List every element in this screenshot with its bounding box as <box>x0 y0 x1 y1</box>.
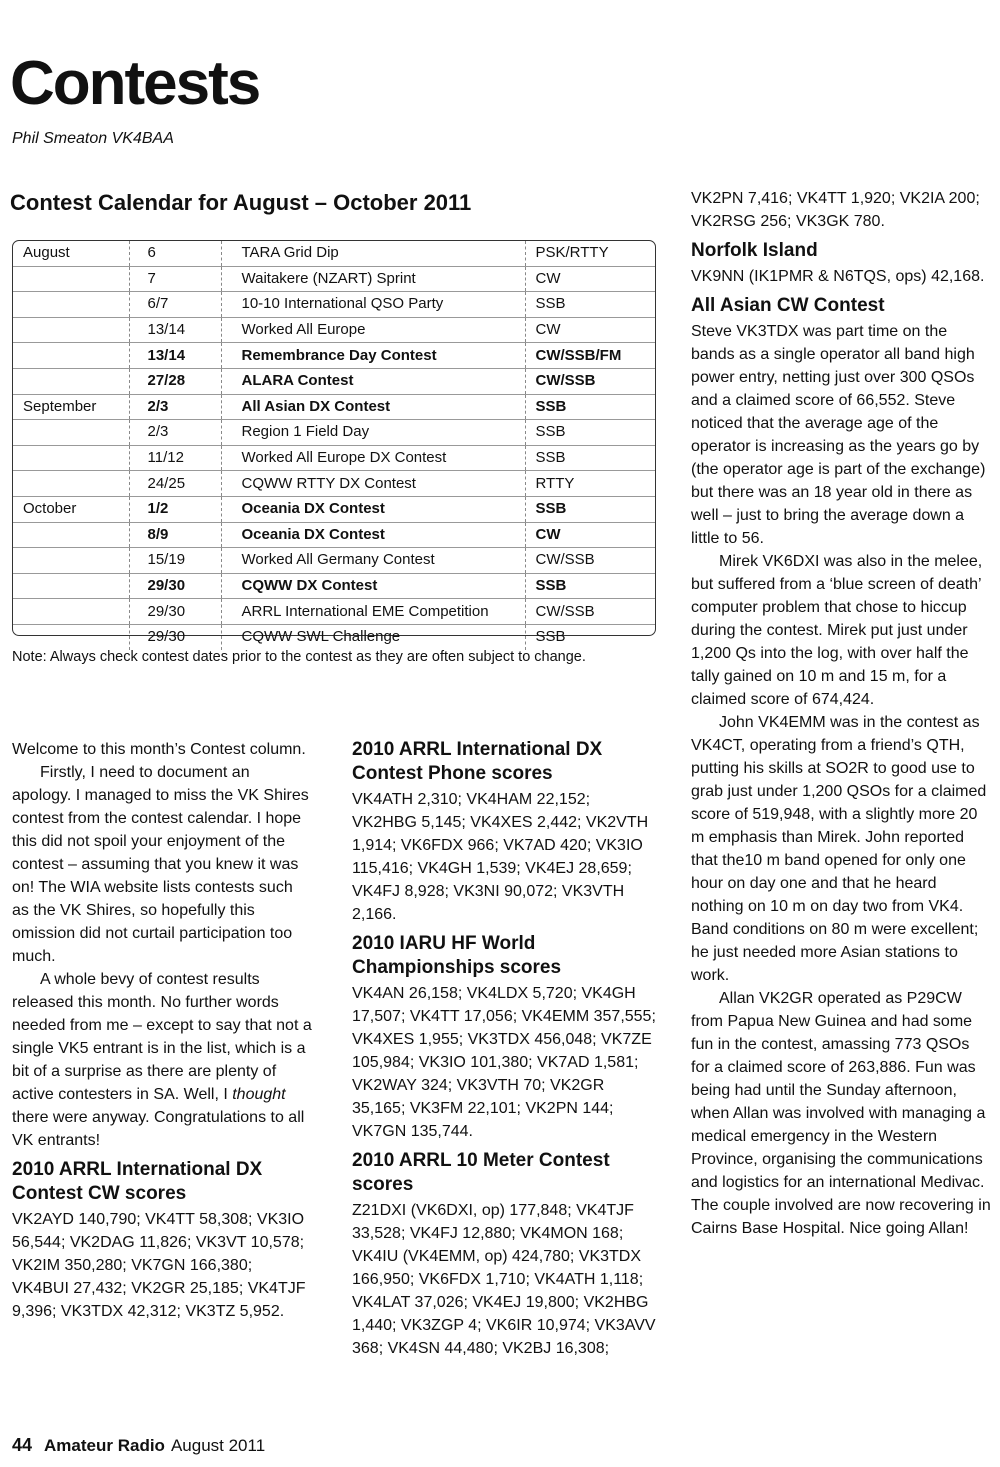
calendar-heading: Contest Calendar for August – October 2011 <box>10 190 472 215</box>
cw-scores-list: VK2AYD 140,790; VK4TT 58,308; VK3IO 56,544; VK2DAG 11,826; VK3VT 10,578; VK2IM 350,280; VK7GN 166,380; VK4BUI 27,432; VK2GR 25,185; VK4TJF 9,396; VK3TDX 42,312; VK3TZ 5,952. <box>12 1211 306 1320</box>
calendar-contest: TARA Grid Dip <box>221 241 525 266</box>
calendar-mode: RTTY <box>525 471 655 497</box>
calendar-contest: CQWW SWL Challenge <box>221 624 525 649</box>
cw-scores-heading: 2010 ARRL International DX Contest CW scores <box>12 1159 263 1204</box>
calendar-row <box>13 573 655 599</box>
calendar-date: 6 <box>129 241 221 266</box>
calendar-row <box>13 317 655 343</box>
asian-paragraph-allan: Allan VK2GR operated as P29CW from Papua New Guinea and had some fun in the contest, amassing 773 QSOs for a claimed score of 263,886. Fun was being had until the Sunday afternoon, when Allan was involved with managing a medical emergency in the Western Province, organising the communications and logistics for an international Medivac. The couple involved are now recovering in Cairns Base Hospital. Nice going Allan! <box>691 990 991 1237</box>
calendar-mode: SSB <box>525 624 655 649</box>
calendar-date: 13/14 <box>129 343 221 369</box>
contest-calendar-table <box>12 240 656 646</box>
ten-meter-scores-list: Z21DXI (VK6DXI, op) 177,848; VK4TJF 33,528; VK4FJ 12,880; VK4MON 168; VK4IU (VK4EMM, op) 424,780; VK3TDX 166,950; VK6FDX 1,710; VK4ATH 1,118; VK4LAT 37,026; VK4EJ 19,800; VK2HBG 1,440; VK3ZGP 4; VK6IR 10,974; VK3AVV 368; VK4SN 44,480; VK2BJ 16,308; <box>352 1202 656 1357</box>
calendar-mode: CW/SSB <box>525 599 655 625</box>
all-asian-heading: All Asian CW Contest <box>691 295 885 316</box>
iaru-scores-heading: 2010 IARU HF World Championships scores <box>352 933 562 978</box>
calendar-mode: SSB <box>525 420 655 446</box>
phone-scores-list: VK4ATH 2,310; VK4HAM 22,152; VK2HBG 5,145; VK4XES 2,442; VK2VTH 1,914; VK6FDX 966; VK7AD 420; VK3IO 115,416; VK4GH 1,539; VK4EJ 28,659; VK4FJ 8,928; VK3NI 90,072; VK3VTH 2,166. <box>352 791 649 923</box>
calendar-month <box>13 445 129 471</box>
emphasis-thought: thought <box>232 1086 286 1103</box>
calendar-month: September <box>13 394 129 420</box>
calendar-note: Note: Always check contest dates prior to the contest as they are often subject to change. <box>12 649 586 665</box>
author-byline: Phil Smeaton VK4BAA <box>12 130 174 147</box>
calendar-row <box>13 241 655 266</box>
calendar-month <box>13 317 129 343</box>
calendar-date: 1/2 <box>129 496 221 522</box>
issue-date: August 2011 <box>170 1436 266 1455</box>
calendar-contest: Worked All Europe DX Contest <box>221 445 525 471</box>
calendar-month <box>13 368 129 394</box>
norfolk-scores-list: VK9NN (IK1PMR & N6TQS, ops) 42,168. <box>691 268 985 285</box>
calendar-month <box>13 471 129 497</box>
calendar-month <box>13 599 129 625</box>
calendar-mode: CW/SSB/FM <box>525 343 655 369</box>
magazine-name: Amateur Radio <box>44 1436 165 1455</box>
calendar-date: 27/28 <box>129 368 221 394</box>
iaru-scores-list: VK4AN 26,158; VK4LDX 5,720; VK4GH 17,507; VK4TT 17,056; VK4EMM 357,555; VK4XES 1,955; VK3TDX 456,048; VK7ZE 105,984; VK3IO 101,380; VK7AD 1,581; VK2WAY 324; VK3VTH 70; VK2GR 35,165; VK3FM 22,101; VK2PN 144; VK7GN 135,744. <box>352 985 656 1140</box>
calendar-date: 29/30 <box>129 573 221 599</box>
calendar-contest: CQWW RTTY DX Contest <box>221 471 525 497</box>
calendar-contest: Oceania DX Contest <box>221 496 525 522</box>
asian-paragraph-john: John VK4EMM was in the contest as VK4CT, operating from a friend’s QTH, putting his skills at SO2R to good use to grab just under 1,200 QSOs for a claimed score of 519,948, with a slightly more 20 m emphasis than Mirek. John reported that the10 m band opened for only one hour on day one and that he heard nothing on 10 m on day two from VK4. Band conditions on 80 m were excellent; he just needed more Asian stations to work. <box>691 714 987 984</box>
calendar-row <box>13 368 655 394</box>
calendar-mode: SSB <box>525 292 655 318</box>
intro-paragraph: Welcome to this month’s Contest column. <box>12 741 306 758</box>
calendar-month <box>13 573 129 599</box>
norfolk-heading: Norfolk Island <box>691 240 818 261</box>
calendar-mode: PSK/RTTY <box>525 241 655 266</box>
calendar-contest: Oceania DX Contest <box>221 522 525 548</box>
calendar-month <box>13 292 129 318</box>
results-paragraph: A whole bevy of contest results released this month. No further words needed from me – except to say that not a single VK5 entrant is in the list, which is a bit of a surprise as there are plenty of active contesters in SA. Well, I thought there were anyway. Congratulations to all VK entrants! <box>12 971 312 1149</box>
calendar-mode: CW <box>525 317 655 343</box>
calendar-date: 15/19 <box>129 548 221 574</box>
continued-scores-list: VK2PN 7,416; VK4TT 1,920; VK2IA 200; VK2RSG 256; VK3GK 780. <box>691 190 980 230</box>
calendar-mode: CW/SSB <box>525 368 655 394</box>
column-left <box>12 738 312 1323</box>
calendar-month <box>13 266 129 292</box>
column-middle <box>352 738 658 1360</box>
calendar-month: August <box>13 241 129 266</box>
calendar-contest: ARRL International EME Competition <box>221 599 525 625</box>
calendar-mode: SSB <box>525 496 655 522</box>
calendar-contest: Waitakere (NZART) Sprint <box>221 266 525 292</box>
column-right <box>691 187 991 1240</box>
page-footer <box>12 1435 265 1456</box>
calendar-contest: CQWW DX Contest <box>221 573 525 599</box>
calendar-contest: Worked All Germany Contest <box>221 548 525 574</box>
calendar-month <box>13 343 129 369</box>
calendar-date: 7 <box>129 266 221 292</box>
calendar-mode: CW <box>525 266 655 292</box>
calendar-row <box>13 599 655 625</box>
calendar-month <box>13 420 129 446</box>
asian-paragraph-mirek: Mirek VK6DXI was also in the melee, but suffered from a ‘blue screen of death’ computer problem that chose to hiccup during the contest. Mirek put just under 1,200 Qs into the log, with over half the tally gained on 10 m and 15 m, for a claimed score of 674,424. <box>691 553 983 708</box>
calendar-row <box>13 624 655 649</box>
calendar-date: 8/9 <box>129 522 221 548</box>
calendar-row <box>13 445 655 471</box>
calendar-date: 13/14 <box>129 317 221 343</box>
calendar-contest: Worked All Europe <box>221 317 525 343</box>
calendar-contest: Remembrance Day Contest <box>221 343 525 369</box>
page-number: 44 <box>12 1435 33 1455</box>
calendar-date: 11/12 <box>129 445 221 471</box>
calendar-contest: Region 1 Field Day <box>221 420 525 446</box>
calendar-contest: 10-10 International QSO Party <box>221 292 525 318</box>
calendar-month <box>13 548 129 574</box>
calendar-row <box>13 420 655 446</box>
calendar-month: October <box>13 496 129 522</box>
phone-scores-heading: 2010 ARRL International DX Contest Phone scores <box>352 739 603 784</box>
calendar-row <box>13 292 655 318</box>
calendar-row <box>13 471 655 497</box>
calendar-mode: SSB <box>525 394 655 420</box>
calendar-month <box>13 624 129 649</box>
calendar-date: 29/30 <box>129 599 221 625</box>
calendar-date: 29/30 <box>129 624 221 649</box>
calendar-row <box>13 522 655 548</box>
asian-paragraph-steve: Steve VK3TDX was part time on the bands as a single operator all band high power entry, netting just over 300 QSOs and a claimed score of 66,552. Steve noticed that the average age of the operator is increasing as the years go by (the operator age is part of the exchange) but there was an 18 year old in there as well – just to bring the average down a little to 56. <box>691 323 986 547</box>
calendar-mode: CW/SSB <box>525 548 655 574</box>
calendar-date: 2/3 <box>129 420 221 446</box>
calendar-row <box>13 394 655 420</box>
ten-meter-scores-heading: 2010 ARRL 10 Meter Contest scores <box>352 1150 610 1195</box>
calendar-date: 2/3 <box>129 394 221 420</box>
calendar-row <box>13 343 655 369</box>
calendar-date: 24/25 <box>129 471 221 497</box>
calendar-row <box>13 548 655 574</box>
apology-paragraph: Firstly, I need to document an apology. I managed to miss the VK Shires contest from the contest calendar. I hope this did not spoil your enjoyment of the contest – assuming that you knew it was on! The WIA website lists contests such as the VK Shires, so hopefully this omission did not curtail participation too much. <box>12 764 309 965</box>
calendar-contest: ALARA Contest <box>221 368 525 394</box>
calendar-row <box>13 266 655 292</box>
page-title: Contests <box>10 49 260 118</box>
calendar-date: 6/7 <box>129 292 221 318</box>
calendar-mode: SSB <box>525 573 655 599</box>
calendar-mode: CW <box>525 522 655 548</box>
calendar-row <box>13 496 655 522</box>
calendar-contest: All Asian DX Contest <box>221 394 525 420</box>
calendar-month <box>13 522 129 548</box>
calendar-mode: SSB <box>525 445 655 471</box>
